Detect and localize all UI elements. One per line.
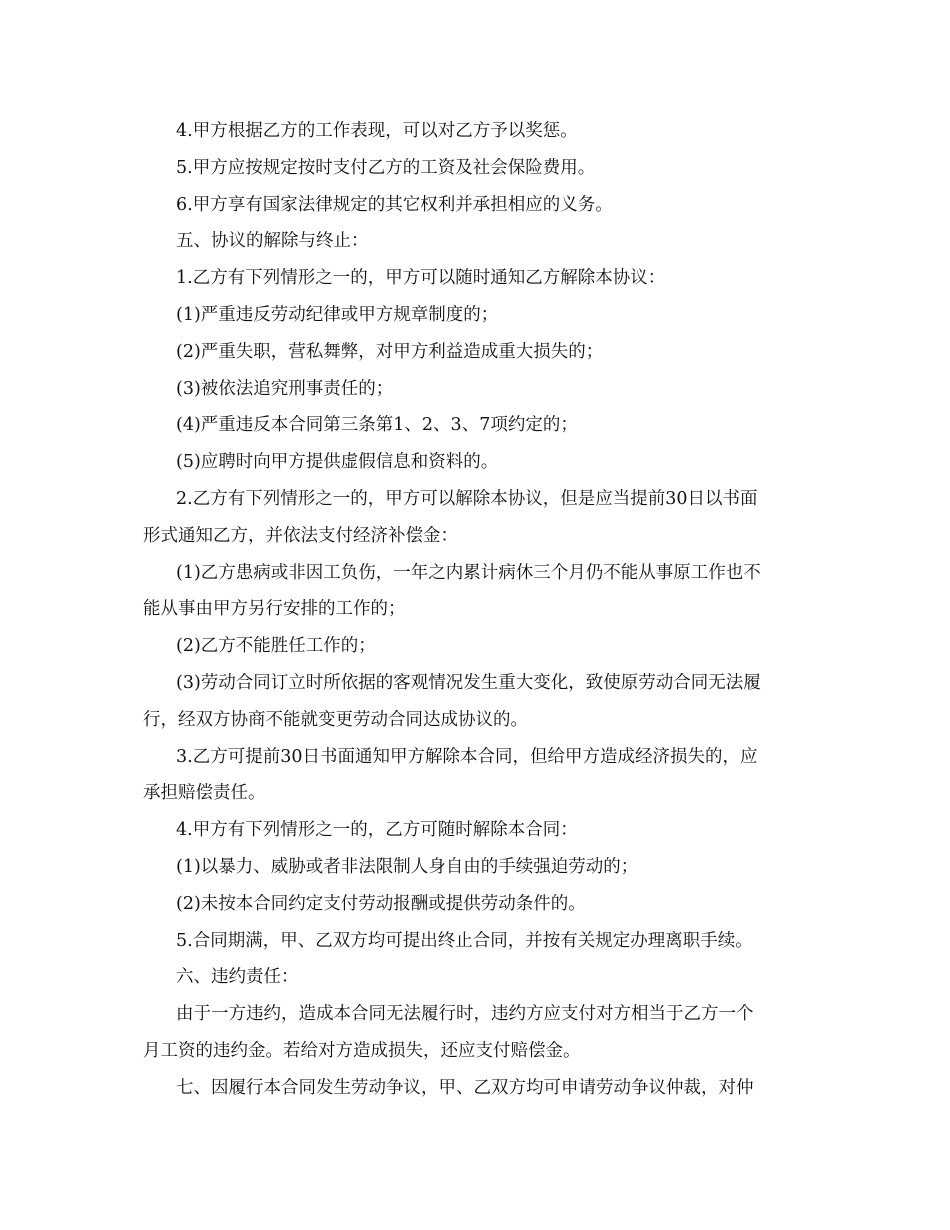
text-line: 五、协议的解除与终止：: [176, 231, 369, 252]
text-line: 承担赔偿责任。: [143, 783, 266, 804]
text-line: 行，经双方协商不能就变更劳动合同达成协议的。: [143, 709, 528, 730]
text-line: (3)劳动合同订立时所依据的客观情况发生重大变化，致使原劳动合同无法履: [176, 672, 761, 693]
text-line: (3)被依法追究刑事责任的；: [176, 378, 394, 399]
text-line: (4)严重违反本合同第三条第1、2、3、7项约定的；: [176, 415, 578, 436]
text-line: 1.乙方有下列情形之一的，甲方可以随时通知乙方解除本协议：: [176, 268, 666, 289]
text-line: 6.甲方享有国家法律规定的其它权利并承担相应的义务。: [176, 194, 613, 215]
text-line: 七、因履行本合同发生劳动争议，甲、乙双方均可申请劳动争议仲裁，对仲: [176, 1077, 754, 1098]
text-line: 六、违约责任：: [176, 967, 299, 988]
text-line: 月工资的违约金。若给对方造成损失，还应支付赔偿金。: [143, 1040, 581, 1061]
text-line: (5)应聘时向甲方提供虚假信息和资料的。: [176, 452, 499, 473]
text-line: (2)严重失职，营私舞弊，对甲方利益造成重大损失的；: [176, 341, 604, 362]
text-line: 由于一方违约，造成本合同无法履行时，违约方应支付对方相当于乙方一个: [176, 1004, 754, 1025]
text-line: 形式通知乙方，并依法支付经济补偿金：: [143, 525, 458, 546]
text-line: 能从事由甲方另行安排的工作的；: [143, 599, 406, 620]
text-line: 4.甲方根据乙方的工作表现，可以对乙方予以奖惩。: [176, 121, 578, 141]
text-line: (1)乙方患病或非因工负伤，一年之内累计病休三个月仍不能从事原工作也不: [176, 562, 761, 583]
text-line: 5.甲方应按规定按时支付乙方的工资及社会保险费用。: [176, 157, 596, 178]
text-line: 5.合同期满，甲、乙双方均可提出终止合同，并按有关规定办理离职手续。: [176, 930, 753, 951]
text-line: (2)未按本合同约定支付劳动报酬或提供劳动条件的。: [176, 893, 586, 914]
text-line: (1)严重违反劳动纪律或甲方规章制度的；: [176, 304, 499, 325]
text-line: (1)以暴力、威胁或者非法限制人身自由的手续强迫劳动的；: [176, 856, 639, 877]
document-body: [143, 113, 815, 1107]
text-line: (2)乙方不能胜任工作的；: [176, 636, 376, 657]
text-line: 3.乙方可提前30日书面通知甲方解除本合同，但给甲方造成经济损失的，应: [176, 746, 758, 767]
text-line: 4.甲方有下列情形之一的，乙方可随时解除本合同：: [176, 820, 578, 841]
text-line: 2.乙方有下列情形之一的，甲方可以解除本协议，但是应当提前30日以书面: [176, 488, 758, 509]
